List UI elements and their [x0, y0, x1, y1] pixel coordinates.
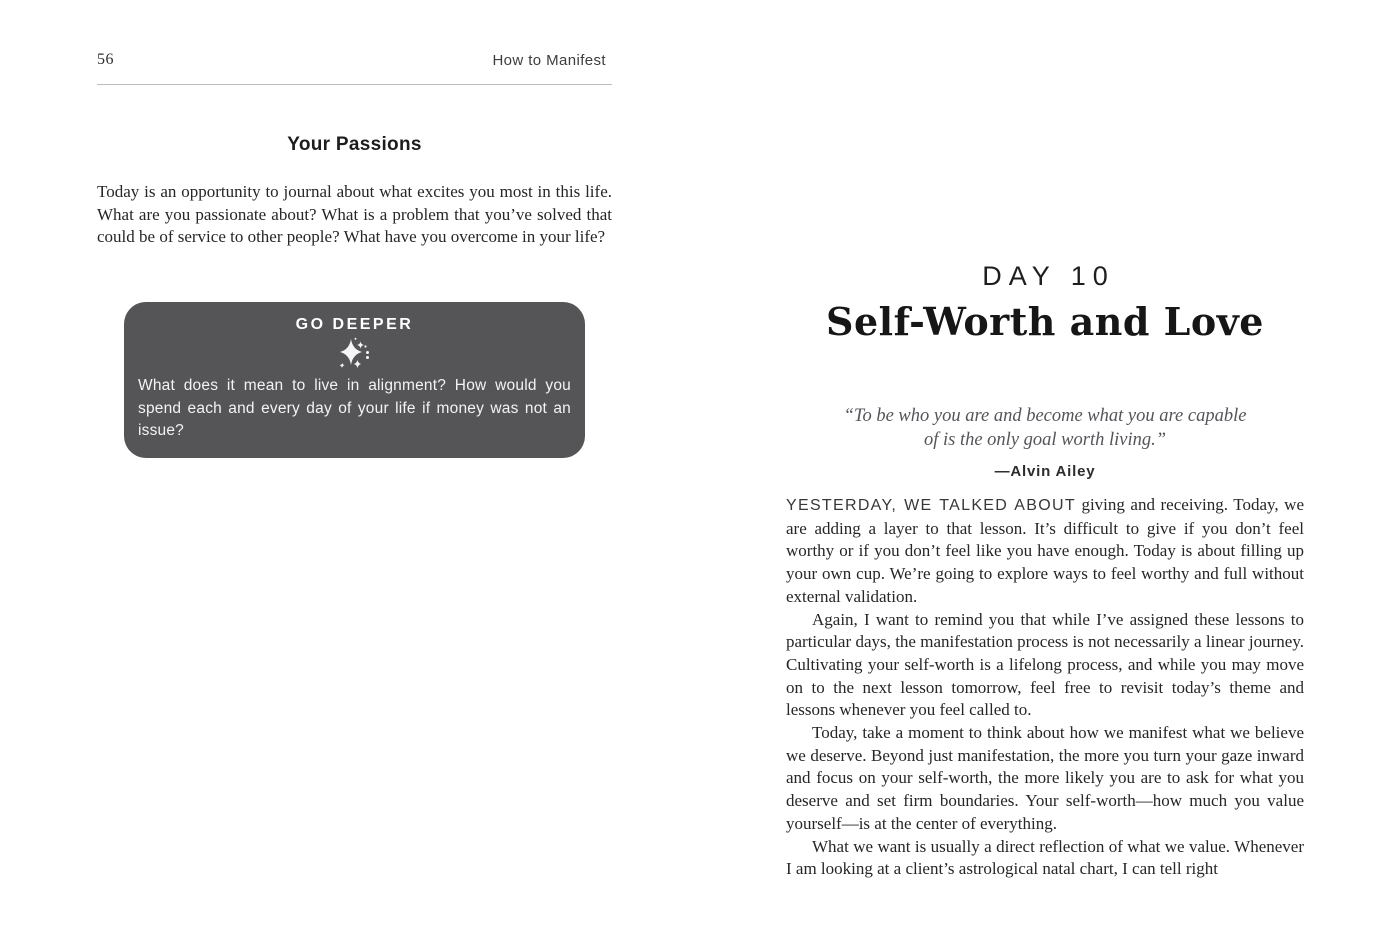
- page-number: 56: [97, 51, 114, 68]
- header-divider: [97, 84, 612, 85]
- day-kicker: DAY 10: [982, 261, 1115, 291]
- section-title: Your Passions: [287, 134, 422, 155]
- chapter-body: [786, 494, 1304, 881]
- left-page-paragraph: Today is an opportunity to journal about what excites you most in this life. What are you passionate about? What is a problem that you’ve solved that could be of service to other people? What have you overcome in your life?: [97, 182, 612, 247]
- paragraph-lead-in: YESTERDAY, WE TALKED ABOUT: [786, 497, 1076, 514]
- go-deeper-callout: [124, 302, 585, 458]
- quote-line-2: of is the only goal worth living.”: [923, 430, 1167, 450]
- quote-line-1: “To be who you are and become what you are capable: [843, 406, 1247, 426]
- body-paragraph-1: [786, 494, 1304, 609]
- callout-title: GO DEEPER: [295, 316, 414, 333]
- body-paragraph-4: What we want is usually a direct reflection of what we value. Whenever I am looking at a client’s astrological natal chart, I can tell right: [786, 836, 1304, 879]
- sparkle-icon: [138, 335, 571, 373]
- body-paragraph-3: Today, take a moment to think about how we manifest what we believe we deserve. Beyond just manifestation, the more you turn your gaze inward and focus on your self-worth, the more likely you are to ask for what you deserve and set firm boundaries. Your self-worth—how much you value yourself—is at the center of everything.: [786, 723, 1304, 833]
- body-paragraph-2: Again, I want to remind you that while I’ve assigned these lessons to particular days, the manifestation process is not necessarily a linear journey. Cultivating your self-worth is a lifelong process, and while you may move on to the next lesson tomorrow, feel free to revisit today’s theme and lessons whenever you feel called to.: [786, 609, 1304, 720]
- left-page: [97, 0, 612, 933]
- running-head-title: How to Manifest: [492, 52, 606, 69]
- epigraph-quote: [786, 404, 1304, 484]
- right-page: [786, 0, 1304, 933]
- paragraph-1-text: giving and receiving. Today, we are adding a layer to that lesson. It’s difficult to give if you don’t feel worthy or if you don’t feel like you have enough. Today is about filling up your own cup. We’re going to explore ways to feel worthy and full without external validation.: [786, 495, 1305, 606]
- quote-attribution: —Alvin Ailey: [994, 463, 1096, 480]
- chapter-title: Self-Worth and Love: [826, 299, 1264, 344]
- running-header: [97, 51, 612, 73]
- callout-text: What does it mean to live in alignment? How would you spend each and every day of your life if money was not an issue?: [138, 377, 571, 439]
